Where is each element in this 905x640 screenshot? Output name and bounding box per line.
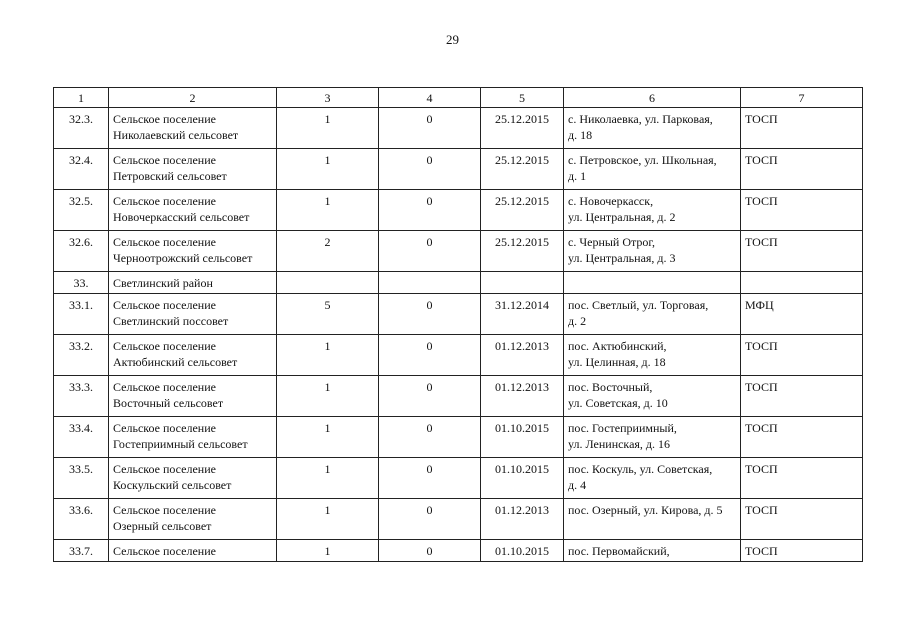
address: пос. Коскуль, ул. Советская, д. 4 [564, 458, 741, 499]
address: с. Николаевка, ул. Парковая, д. 18 [564, 108, 741, 149]
table-row [54, 376, 863, 417]
row-number: 33.2. [54, 335, 109, 376]
column-header-7: 7 [741, 88, 863, 108]
settlement-name: Сельское поселение Актюбинский сельсовет [109, 335, 277, 376]
office-type: ТОСП [741, 417, 863, 458]
date-value: 01.10.2015 [481, 540, 564, 562]
table-row [54, 272, 863, 294]
column-3-value: 5 [277, 294, 379, 335]
office-type: ТОСП [741, 335, 863, 376]
address: с. Новочеркасск, ул. Центральная, д. 2 [564, 190, 741, 231]
address: с. Петровское, ул. Школьная, д. 1 [564, 149, 741, 190]
column-3-value [277, 272, 379, 294]
column-3-value: 2 [277, 231, 379, 272]
table-row [54, 540, 863, 562]
column-header-5: 5 [481, 88, 564, 108]
settlement-name: Сельское поселение [109, 540, 277, 562]
address [564, 272, 741, 294]
date-value: 01.10.2015 [481, 417, 564, 458]
row-number: 33.3. [54, 376, 109, 417]
row-number: 33.5. [54, 458, 109, 499]
date-value: 01.12.2013 [481, 335, 564, 376]
office-type [741, 272, 863, 294]
settlement-name: Сельское поселение Новочеркасский сельсовет [109, 190, 277, 231]
data-table [53, 87, 863, 562]
column-4-value: 0 [379, 190, 481, 231]
column-header-6: 6 [564, 88, 741, 108]
table-header [54, 88, 863, 108]
column-header-3: 3 [277, 88, 379, 108]
date-value: 25.12.2015 [481, 149, 564, 190]
table-row [54, 499, 863, 540]
settlement-name: Светлинский район [109, 272, 277, 294]
settlement-name: Сельское поселение Коскульский сельсовет [109, 458, 277, 499]
address: пос. Актюбинский, ул. Целинная, д. 18 [564, 335, 741, 376]
column-header-2: 2 [109, 88, 277, 108]
row-number: 33.7. [54, 540, 109, 562]
address: пос. Озерный, ул. Кирова, д. 5 [564, 499, 741, 540]
office-type: ТОСП [741, 458, 863, 499]
column-3-value: 1 [277, 108, 379, 149]
date-value: 01.12.2013 [481, 376, 564, 417]
row-number: 32.5. [54, 190, 109, 231]
office-type: ТОСП [741, 499, 863, 540]
row-number: 32.3. [54, 108, 109, 149]
settlement-name: Сельское поселение Николаевский сельсовет [109, 108, 277, 149]
table-row [54, 294, 863, 335]
column-3-value: 1 [277, 149, 379, 190]
row-number: 32.4. [54, 149, 109, 190]
date-value [481, 272, 564, 294]
column-3-value: 1 [277, 499, 379, 540]
office-type: ТОСП [741, 190, 863, 231]
table-row [54, 190, 863, 231]
column-3-value: 1 [277, 335, 379, 376]
table-row [54, 149, 863, 190]
column-4-value: 0 [379, 458, 481, 499]
column-header-4: 4 [379, 88, 481, 108]
row-number: 33. [54, 272, 109, 294]
column-3-value: 1 [277, 458, 379, 499]
row-number: 33.1. [54, 294, 109, 335]
column-3-value: 1 [277, 376, 379, 417]
office-type: ТОСП [741, 376, 863, 417]
column-4-value: 0 [379, 417, 481, 458]
table-row [54, 417, 863, 458]
office-type: ТОСП [741, 540, 863, 562]
settlement-name: Сельское поселение Озерный сельсовет [109, 499, 277, 540]
settlement-name: Сельское поселение Петровский сельсовет [109, 149, 277, 190]
header-row [54, 88, 863, 108]
page-number: 29 [446, 32, 459, 47]
office-type: ТОСП [741, 108, 863, 149]
row-number: 33.6. [54, 499, 109, 540]
column-4-value: 0 [379, 108, 481, 149]
date-value: 01.12.2013 [481, 499, 564, 540]
settlement-name: Сельское поселение Черноотрожский сельсовет [109, 231, 277, 272]
office-type: МФЦ [741, 294, 863, 335]
settlement-name: Сельское поселение Гостеприимный сельсовет [109, 417, 277, 458]
table-row [54, 231, 863, 272]
address: пос. Гостеприимный, ул. Ленинская, д. 16 [564, 417, 741, 458]
table-body [54, 108, 863, 562]
column-4-value [379, 272, 481, 294]
office-type: ТОСП [741, 231, 863, 272]
table-row [54, 335, 863, 376]
address: пос. Светлый, ул. Торговая, д. 2 [564, 294, 741, 335]
address: пос. Восточный, ул. Советская, д. 10 [564, 376, 741, 417]
date-value: 01.10.2015 [481, 458, 564, 499]
column-3-value: 1 [277, 417, 379, 458]
row-number: 33.4. [54, 417, 109, 458]
table-row [54, 458, 863, 499]
table-row [54, 108, 863, 149]
settlement-name: Сельское поселение Восточный сельсовет [109, 376, 277, 417]
settlement-name: Сельское поселение Светлинский поссовет [109, 294, 277, 335]
column-4-value: 0 [379, 231, 481, 272]
date-value: 25.12.2015 [481, 190, 564, 231]
address: с. Черный Отрог, ул. Центральная, д. 3 [564, 231, 741, 272]
date-value: 25.12.2015 [481, 231, 564, 272]
column-4-value: 0 [379, 294, 481, 335]
address: пос. Первомайский, [564, 540, 741, 562]
column-4-value: 0 [379, 376, 481, 417]
column-header-1: 1 [54, 88, 109, 108]
column-3-value: 1 [277, 540, 379, 562]
column-4-value: 0 [379, 540, 481, 562]
date-value: 25.12.2015 [481, 108, 564, 149]
date-value: 31.12.2014 [481, 294, 564, 335]
column-4-value: 0 [379, 149, 481, 190]
column-4-value: 0 [379, 499, 481, 540]
column-4-value: 0 [379, 335, 481, 376]
column-3-value: 1 [277, 190, 379, 231]
office-type: ТОСП [741, 149, 863, 190]
row-number: 32.6. [54, 231, 109, 272]
